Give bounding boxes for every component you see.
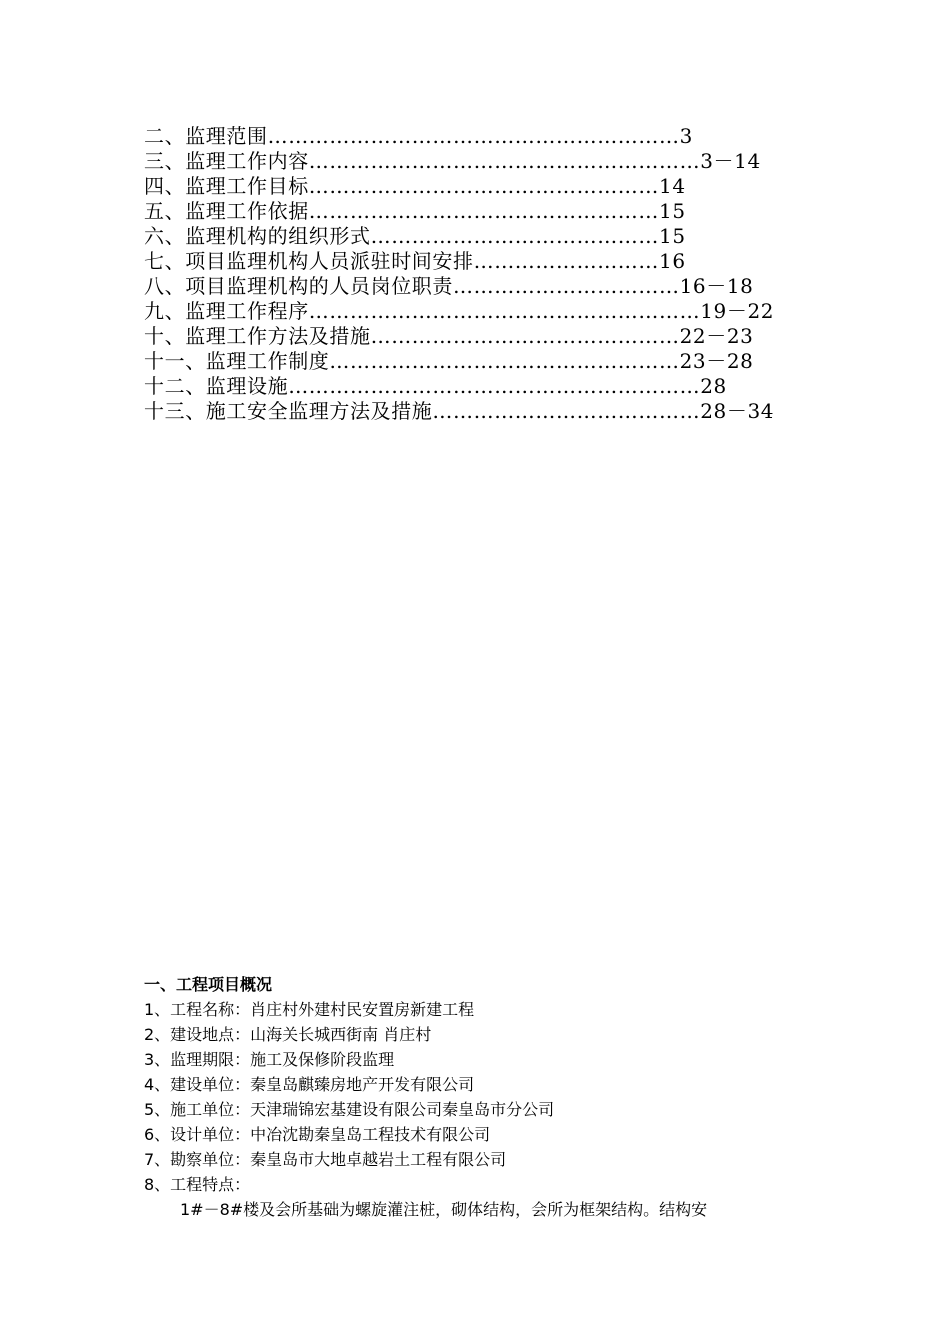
features-paragraph: 1#－8#楼及会所基础为螺旋灌注桩，砌体结构，会所为框架结构。结构安 xyxy=(180,1200,708,1219)
toc-entry-7: 七、项目监理机构人员派驻时间安排………………………16 xyxy=(144,249,686,273)
toc-entry-11: 十一、监理工作制度……………………………………………23－28 xyxy=(144,349,754,373)
toc-entry-8: 八、项目监理机构的人员岗位职责……………………………16－18 xyxy=(144,274,754,298)
toc-entry-5: 五、监理工作依据……………………………………………15 xyxy=(144,199,686,223)
supervision-period-item: 3、监理期限：施工及保修阶段监理 xyxy=(144,1050,395,1069)
project-overview-section xyxy=(144,972,814,1222)
table-of-contents xyxy=(144,124,814,424)
project-name-item: 1、工程名称：肖庄村外建村民安置房新建工程 xyxy=(144,1000,475,1019)
toc-entry-13: 十三、施工安全监理方法及措施…………………………………28－34 xyxy=(144,399,775,423)
toc-entry-12: 十二、监理设施……………………………………………………28 xyxy=(144,374,727,398)
owner-unit-item: 4、建设单位：秦皇岛麒臻房地产开发有限公司 xyxy=(144,1075,475,1094)
site-location-item: 2、建设地点：山海关长城西街南 肖庄村 xyxy=(144,1025,432,1044)
toc-entry-4: 四、监理工作目标……………………………………………14 xyxy=(144,174,686,198)
toc-entry-6: 六、监理机构的组织形式……………………………………15 xyxy=(144,224,686,248)
design-unit-item: 6、设计单位：中冶沈勘秦皇岛工程技术有限公司 xyxy=(144,1125,491,1144)
section-heading: 一、工程项目概况 xyxy=(144,975,273,994)
construction-unit-item: 5、施工单位：天津瑞锦宏基建设有限公司秦皇岛市分公司 xyxy=(144,1100,555,1119)
toc-entry-2: 二、监理范围……………………………………………………3 xyxy=(144,124,693,148)
toc-entry-9: 九、监理工作程序…………………………………………………19－22 xyxy=(144,299,775,323)
toc-entry-10: 十、监理工作方法及措施………………………………………22－23 xyxy=(144,324,754,348)
project-features-item: 8、工程特点： xyxy=(144,1175,251,1194)
toc-entry-3: 三、监理工作内容…………………………………………………3－14 xyxy=(144,149,761,173)
survey-unit-item: 7、勘察单位：秦皇岛市大地卓越岩土工程有限公司 xyxy=(144,1150,507,1169)
